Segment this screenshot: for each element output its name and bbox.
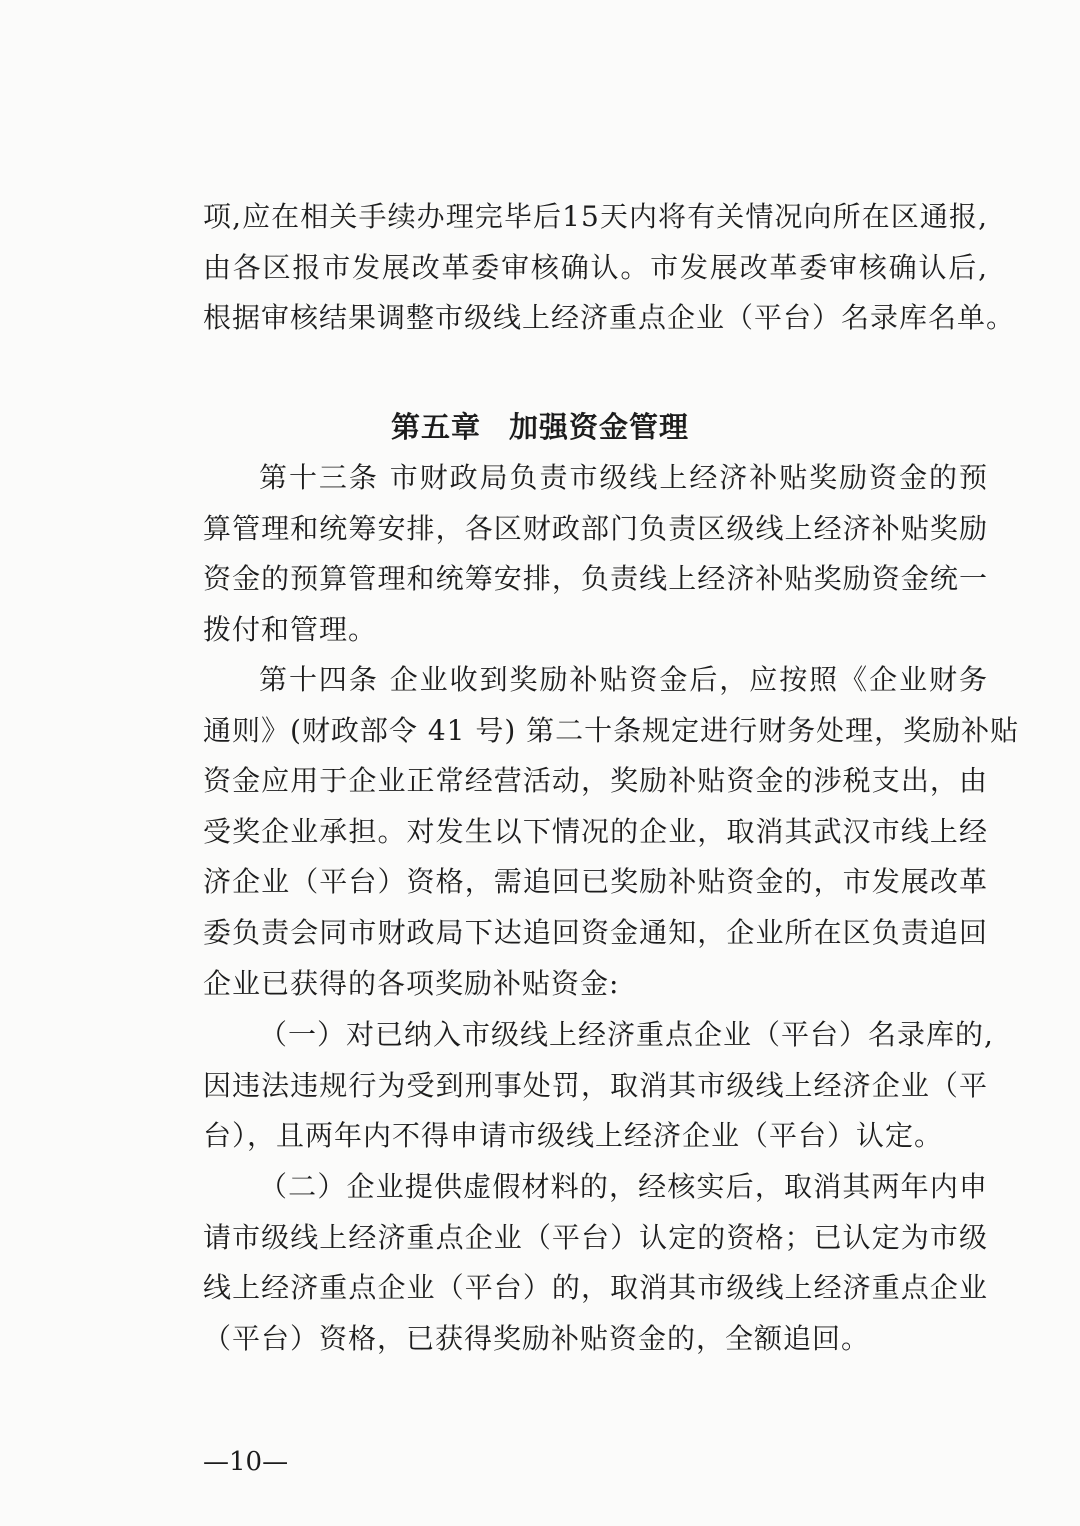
text-line: （平台）资格，已获得奖励补贴资金的，全额追回。 — [203, 1321, 871, 1355]
text-line: 因违法违规行为受到刑事处罚，取消其市级线上经济企业（平 — [203, 1068, 988, 1102]
text-line: 根据审核结果调整市级线上经济重点企业（平台）名录库名单。 — [203, 301, 1016, 335]
text-line: 拨付和管理。 — [203, 612, 378, 646]
item-1 — [203, 1010, 994, 1162]
text-line: 第十三条 市财政局负责市级线上经济补贴奖励资金的预 — [259, 461, 988, 494]
text-line: 委负责会同市财政局下达追回资金通知，企业所在区负责追回 — [203, 915, 988, 949]
chapter-title: 加强资金管理 — [509, 410, 690, 444]
text-line: 受奖企业承担。对发生以下情况的企业，取消其武汉市线上经 — [203, 814, 988, 848]
text-line: 济企业（平台）资格，需追回已奖励补贴资金的，市发展改革 — [203, 865, 988, 899]
text-line: 项,应在相关手续办理完毕后15天内将有关情况向所在区通报, — [203, 200, 988, 233]
text-line: （一）对已纳入市级线上经济重点企业（平台）名录库的, — [259, 1018, 994, 1051]
text-line: （二）企业提供虚假材料的，经核实后，取消其两年内申 — [259, 1170, 988, 1203]
text-line: 第十四条 企业收到奖励补贴资金后，应按照《企业财务 — [259, 663, 988, 696]
text-line: 资金应用于企业正常经营活动，奖励补贴资金的涉税支出，由 — [203, 764, 988, 798]
paragraph-continuation — [203, 192, 1016, 344]
text-line: 资金的预算管理和统筹安排，负责线上经济补贴奖励资金统一 — [203, 562, 988, 596]
chapter-heading — [0, 402, 1080, 452]
chapter-number: 第五章 — [390, 410, 481, 444]
text-line: 算管理和统筹安排，各区财政部门负责区级线上经济补贴奖励 — [203, 511, 988, 545]
text-line: 由各区报市发展改革委审核确认。市发展改革委审核确认后, — [203, 250, 988, 284]
page-number: —10— — [203, 1447, 289, 1477]
text-line: 线上经济重点企业（平台）的，取消其市级线上经济重点企业 — [203, 1271, 988, 1305]
text-line: 台），且两年内不得申请市级线上经济企业（平台）认定。 — [203, 1119, 944, 1153]
text-line: 企业已获得的各项奖励补贴资金: — [203, 966, 620, 1000]
article-13 — [203, 453, 988, 655]
text-line: 通则》(财政部令 41 号) 第二十条规定进行财务处理，奖励补贴 — [203, 713, 1020, 747]
text-line: 请市级线上经济重点企业（平台）认定的资格；已认定为市级 — [203, 1220, 988, 1254]
item-2 — [203, 1162, 988, 1364]
article-14 — [203, 655, 1020, 1009]
